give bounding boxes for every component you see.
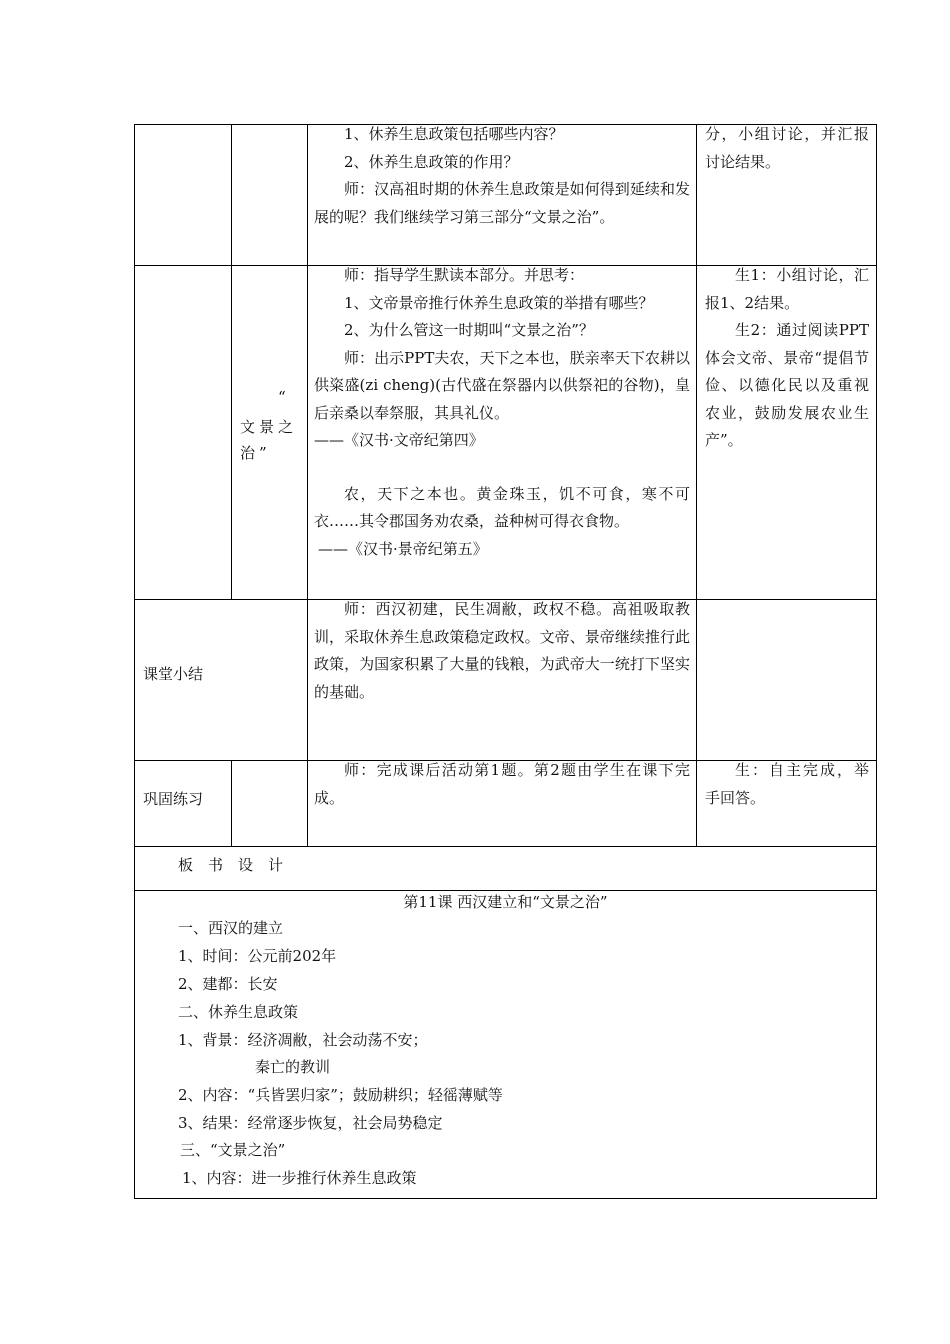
row2-citation-1: ——《汉书·文帝纪第四》 (314, 431, 484, 449)
board-line: 一、西汉的建立 (178, 919, 284, 937)
section-label-quote-mark: “ (278, 388, 286, 406)
column-divider (307, 124, 308, 847)
row2-citation-2: ——《汉书·景帝纪第五》 (318, 539, 488, 558)
board-line: 1、时间：公元前202年 (178, 947, 337, 965)
board-title: 第11课 西汉建立和“文景之治” (403, 893, 608, 911)
board-header: 板 书 设 计 (178, 856, 284, 874)
column-divider (231, 124, 232, 600)
row-divider (134, 890, 877, 891)
section-label-wenjing: 文景之治” (240, 418, 298, 462)
summary-teacher-cell: 师：西汉初建，民生凋敝，政权不稳。高祖吸取教训，采取休养生息政策稳定政权。文帝、景帝继续推行此政策，为国家积累了大量的钱粮，为武帝大一统打下坚实的基础。 (314, 600, 690, 701)
board-line: 二、休养生息政策 (178, 1003, 299, 1021)
row2-teacher-cell (314, 262, 690, 563)
row1-question-2: 2、休养生息政策的作用？ (344, 152, 519, 171)
row2-student-2: 生2：通过阅读PPT体会文帝、景帝“提倡节俭、以德化民以及重视农业，鼓励发展农业生产”。 (705, 321, 869, 449)
board-line: 2、内容：“兵皆罢归家”；鼓励耕织；轻徭薄赋等 (178, 1086, 503, 1104)
row2-ppt-quote-1: 师：出示PPT夫农，天下之本也，朕亲率天下农耕以供粢盛(zi cheng)(古代盛在祭器内以供祭祀的谷物)，皇后亲桑以奉祭服，其具礼仪。 (314, 348, 690, 422)
board-line: 1、背景：经济凋敝，社会动荡不安； (178, 1031, 428, 1049)
table-border-bottom (134, 1198, 877, 1199)
row2-student-1: 生1：小组讨论，汇报1、2结果。 (705, 266, 869, 312)
column-divider (696, 124, 697, 847)
row2-student-cell (705, 262, 869, 455)
practice-teacher-cell: 师：完成课后活动第1题。第2题由学生在课下完成。 (314, 761, 690, 807)
row2-question-1: 1、文帝景帝推行休养生息政策的举措有哪些？ (344, 293, 654, 312)
practice-label: 巩固练习 (143, 790, 204, 808)
row2-question-2: 2、为什么管这一时期叫“文景之治”？ (344, 321, 594, 339)
row-divider (134, 846, 877, 847)
row1-student-cell: 分，小组讨论，并汇报讨论结果。 (705, 125, 869, 171)
summary-label: 课堂小结 (143, 665, 204, 683)
board-line: 3、结果：经常逐步恢复，社会局势稳定 (178, 1114, 443, 1132)
row2-ppt-quote-2: 农，天下之本也。黄金珠玉，饥不可食，寒不可衣……其令郡国务劝农桑，益种树可得衣食物。 (314, 484, 690, 530)
board-line: 秦亡的教训 (255, 1058, 331, 1076)
row1-question-1: 1、休养生息政策包括哪些内容？ (344, 125, 564, 143)
board-line: 1、内容：进一步推行休养生息政策 (182, 1169, 417, 1187)
row2-instruction: 师：指导学生默读本部分。并思考： (344, 266, 585, 284)
column-divider (231, 760, 232, 847)
table-border-right (876, 124, 877, 1199)
table-border-left (134, 124, 135, 1199)
board-line: 三、“文景之治” (180, 1141, 286, 1159)
row1-teacher-cell (314, 121, 690, 231)
practice-student-cell: 生：自主完成，举手回答。 (705, 761, 869, 807)
row1-teacher-remark: 师：汉高祖时期的休养生息政策是如何得到延续和发展的呢？我们继续学习第三部分“文景之治”。 (314, 180, 690, 226)
board-line: 2、建都：长安 (178, 975, 278, 993)
